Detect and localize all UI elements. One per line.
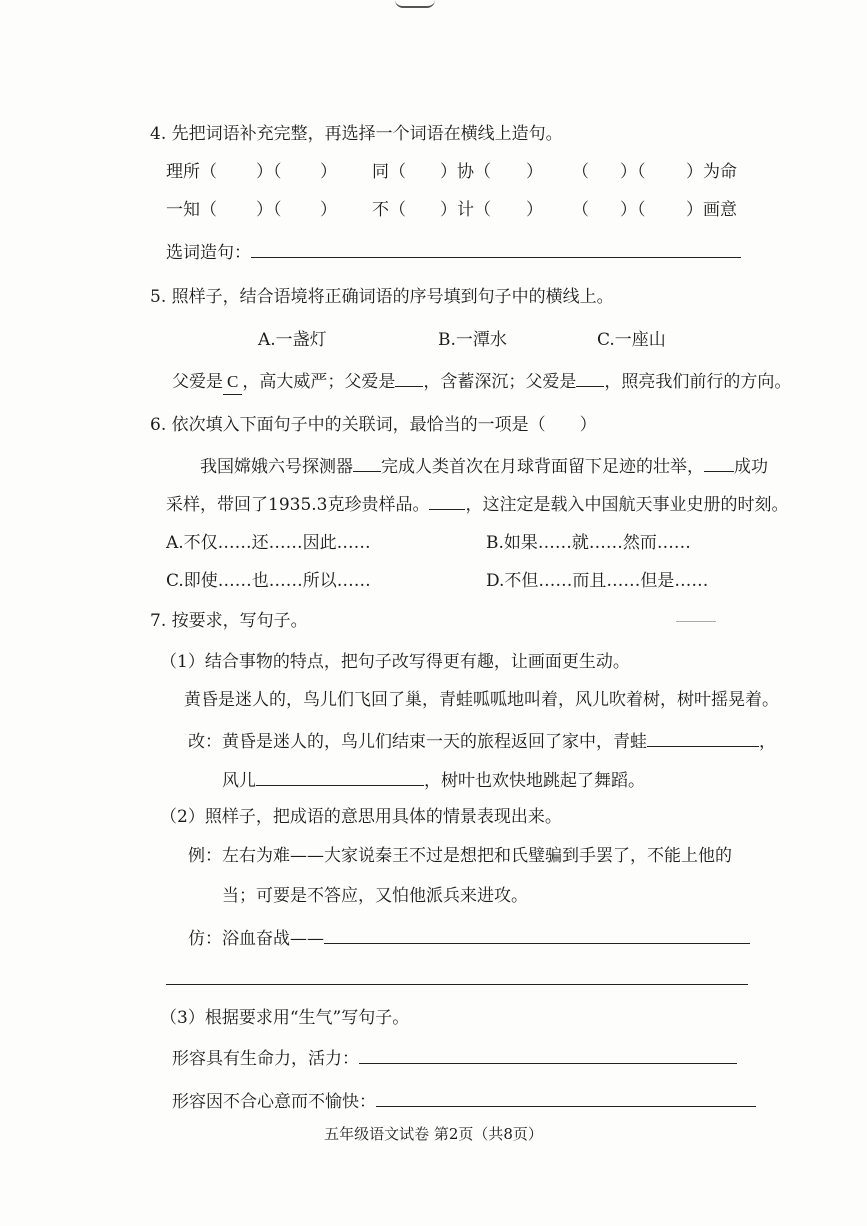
q6-l1-part2: 完成人类首次在月球背面留下足迹的壮举， bbox=[381, 457, 704, 477]
q6-line2 bbox=[166, 491, 788, 517]
scan-smudge bbox=[676, 621, 716, 622]
q6-choice-b[interactable]: B.如果……就……然而…… bbox=[486, 533, 691, 553]
q5-option-a: A.一盏灯 bbox=[258, 330, 327, 350]
q7-sub2-answer-line-1[interactable] bbox=[324, 925, 750, 944]
q7-sub3-answer-2[interactable] bbox=[376, 1088, 756, 1107]
q6-l2-part2: ，这注定是载入中国航天事业史册的时刻。 bbox=[465, 495, 789, 515]
q4-r1-c3: ） bbox=[320, 162, 337, 182]
q7-sub3-line2 bbox=[172, 1088, 756, 1114]
q6-blank-2[interactable] bbox=[704, 453, 734, 472]
q4-r2-c8: ）（ bbox=[620, 200, 646, 220]
q7-sub2-title: （2）照样子，把成语的意思用具体的情景表现出来。 bbox=[160, 807, 562, 827]
q5-option-c: C.一座山 bbox=[597, 330, 666, 350]
q6-blank-1[interactable] bbox=[353, 453, 381, 472]
q6-l2-part1: 采样，带回了1935.3克珍贵样品。 bbox=[166, 495, 430, 515]
q4-r2-c2: ）（ bbox=[256, 200, 282, 220]
q4-r2-c4: 不（ bbox=[372, 200, 406, 220]
q7-sub1-rewrite-b bbox=[222, 767, 645, 793]
q7-sub2-example-a: 例：左右为难——大家说秦王不过是想把和氏璧骗到手罢了，不能上他的 bbox=[188, 846, 732, 866]
q7-sub2-imitate bbox=[188, 925, 750, 951]
q4-r1-c2: ）（ bbox=[256, 162, 282, 182]
q7-sub1-rewrite-a: 改：黄昏是迷人的，鸟儿们结束一天的旅程返回了家中，青蛙 ， bbox=[188, 728, 776, 754]
q6-choice-a[interactable]: A.不仅……还……因此…… bbox=[166, 533, 371, 553]
q5-part-4: ，照亮我们前行的方向。 bbox=[604, 372, 792, 392]
q4-make-sentence-label: 选词造句： bbox=[166, 243, 251, 263]
q6-choice-d[interactable]: D.不但……而且……但是…… bbox=[486, 571, 709, 591]
q4-r1-c7: （ bbox=[572, 162, 589, 182]
q5-part-1: 父爱是 bbox=[172, 372, 223, 392]
q7-sub2-example-b: 当；可要是不答应，又怕他派兵来进攻。 bbox=[222, 886, 528, 906]
q4-title: 4. 先把词语补充完整，再选择一个词语在横线上造句。 bbox=[150, 124, 563, 144]
q6-l1-part1: 我国嫦娥六号探测器 bbox=[200, 457, 353, 477]
q7-sub1-rewrite-text: 改：黄昏是迷人的，鸟儿们结束一天的旅程返回了家中，青蛙 bbox=[188, 732, 647, 752]
q6-title: 6. 依次填入下面句子中的关联词，最恰当的一项是（ ） bbox=[150, 415, 597, 435]
q4-r2-c3: ） bbox=[320, 200, 337, 220]
q6-choice-c[interactable]: C.即使……也……所以…… bbox=[166, 571, 371, 591]
q4-r2-c5: ）计（ bbox=[440, 200, 491, 220]
q7-sub2-answer-line-2[interactable] bbox=[166, 984, 748, 985]
q7-sub3-line1-label: 形容具有生命力，活力： bbox=[172, 1049, 359, 1069]
q7-sub3-title: （3）根据要求用“生气”写句子。 bbox=[160, 1008, 410, 1028]
q4-r2-c6: ） bbox=[526, 200, 543, 220]
q5-blank-2[interactable] bbox=[395, 368, 423, 387]
q5-sentence bbox=[172, 368, 791, 395]
q5-blank-1[interactable]: C bbox=[223, 370, 242, 395]
q7-sub1-rewrite-end: ，树叶也欢快地跳起了舞蹈。 bbox=[424, 771, 645, 791]
q7-sub1-blank-wind[interactable] bbox=[256, 767, 424, 786]
page-footer: 五年级语文试卷 第2页（共8页） bbox=[324, 1125, 543, 1143]
q4-r2-c9: ）画意 bbox=[686, 200, 737, 220]
q4-r1-c6: ） bbox=[526, 162, 543, 182]
q7-sub1-title: （1）结合事物的特点，把句子改写得更有趣，让画面更生动。 bbox=[160, 652, 630, 672]
q5-part-2: ，高大威严；父爱是 bbox=[242, 372, 396, 392]
q7-sub2-imitate-label: 仿：浴血奋战—— bbox=[188, 929, 324, 949]
q7-sub3-answer-1[interactable] bbox=[359, 1045, 737, 1064]
q7-sub1-original: 黄昏是迷人的，鸟儿们飞回了巢，青蛙呱呱地叫着，风儿吹着树，树叶摇晃着。 bbox=[184, 690, 779, 710]
q6-blank-3[interactable] bbox=[429, 491, 465, 510]
q4-r1-c4: 同（ bbox=[372, 162, 406, 182]
q6-line1 bbox=[200, 453, 768, 479]
q7-sub3-line2-label: 形容因不合心意而不愉快： bbox=[172, 1092, 376, 1112]
q6-l1-part3: 成功 bbox=[734, 457, 768, 477]
q5-blank-3[interactable] bbox=[576, 368, 604, 387]
q4-r1-c9: ）为命 bbox=[686, 162, 737, 182]
q4-r1-c8: ）（ bbox=[620, 162, 646, 182]
q7-sub1-blank-frog[interactable] bbox=[647, 728, 759, 747]
q7-title: 7. 按要求，写句子。 bbox=[150, 611, 308, 631]
q4-r2-c1: 一知（ bbox=[166, 200, 217, 220]
q4-make-sentence bbox=[166, 239, 741, 265]
q4-r1-c1: 理所（ bbox=[166, 162, 217, 182]
q7-sub3-line1 bbox=[172, 1045, 737, 1071]
q5-part-3: ，含蓄深沉；父爱是 bbox=[423, 372, 577, 392]
q4-answer-line[interactable] bbox=[251, 239, 741, 258]
q7-sub1-wind-label: 风儿 bbox=[222, 771, 256, 791]
q4-r2-c7: （ bbox=[572, 200, 589, 220]
q5-option-b: B.一潭水 bbox=[438, 330, 507, 350]
q4-r1-c5: ）协（ bbox=[440, 162, 491, 182]
scan-artifact bbox=[395, 0, 435, 8]
q5-title: 5. 照样子，结合语境将正确词语的序号填到句子中的横线上。 bbox=[150, 287, 614, 307]
